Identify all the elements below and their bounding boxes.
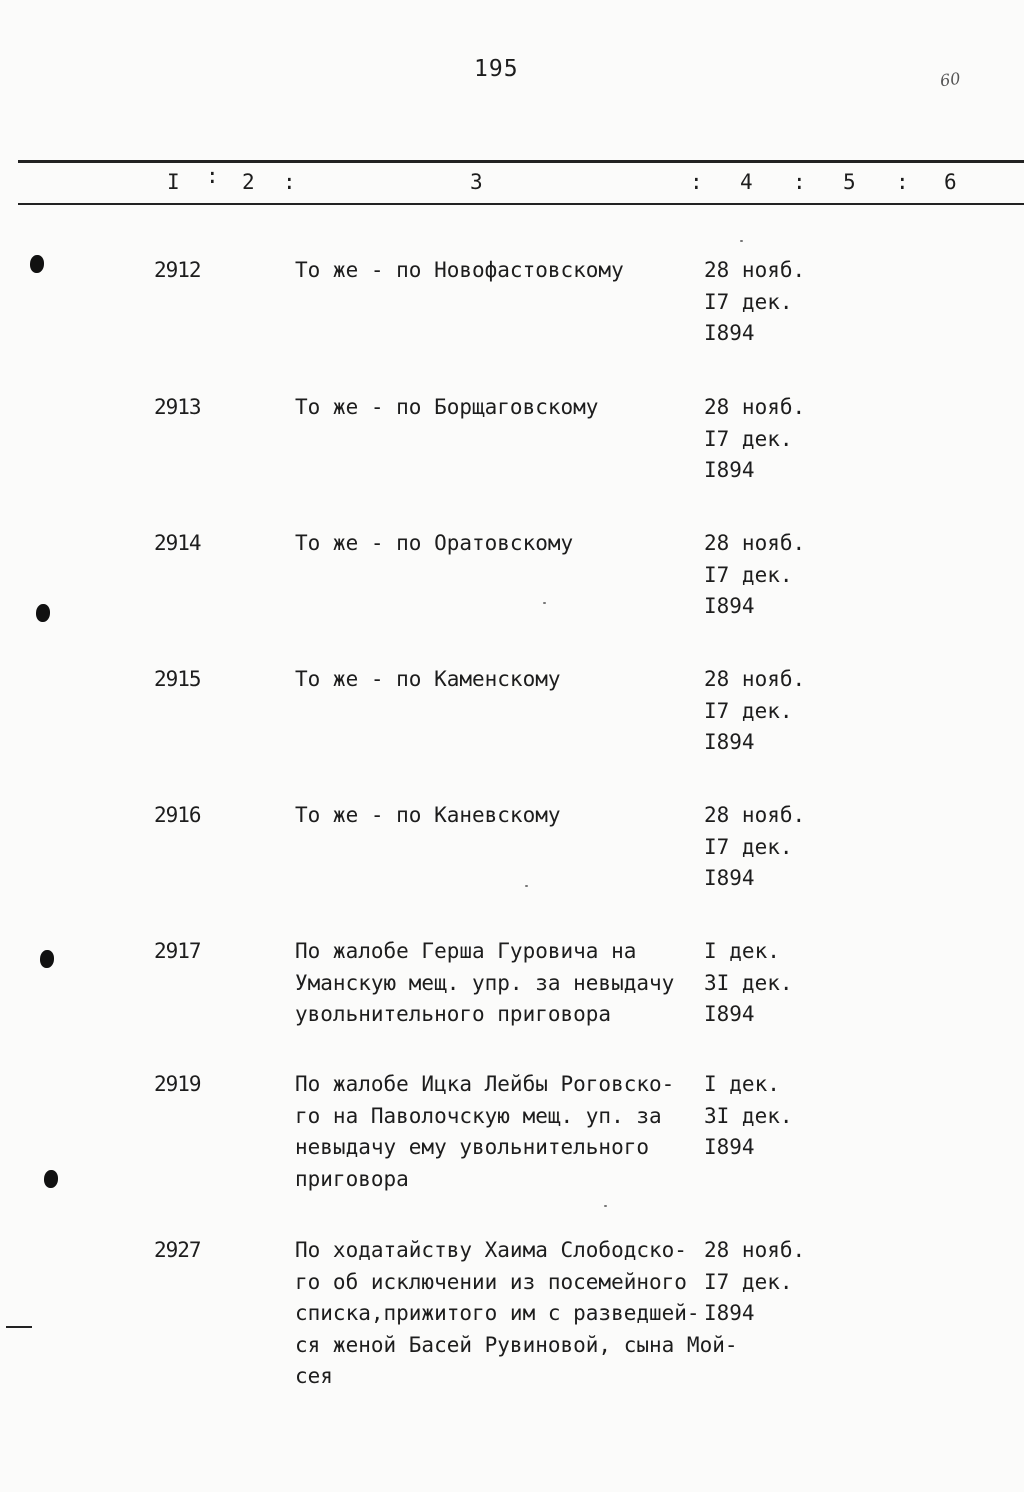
entry-description: То же - по Каневскому xyxy=(295,803,561,827)
column-separator: : xyxy=(690,170,703,194)
entry-dates: I дек. 3I дек. I894 xyxy=(704,939,793,1026)
entry-dates: I дек. 3I дек. I894 xyxy=(704,1072,793,1159)
entry-description: То же - по Новофастовскому xyxy=(295,258,624,282)
entry-number: 2912 xyxy=(154,258,201,282)
corner-handwritten-mark: 60 xyxy=(938,68,962,91)
entry-number: 2913 xyxy=(154,395,201,419)
binding-hole-mark xyxy=(40,950,54,968)
column-header-2: 2 xyxy=(242,170,255,194)
column-separator: : xyxy=(896,170,909,194)
column-header-5: 5 xyxy=(843,170,856,194)
paper-speck xyxy=(525,885,528,887)
entry-description: То же - по Каменскому xyxy=(295,667,561,691)
binding-hole-mark xyxy=(44,1170,58,1188)
paper-speck xyxy=(543,602,546,604)
entry-description: То же - по Борщаговскому xyxy=(295,395,599,419)
margin-dash-mark xyxy=(6,1326,32,1328)
column-separator: : xyxy=(206,164,219,188)
entry-dates: 28 нояб. I7 дек. I894 xyxy=(704,803,806,890)
column-header-4: 4 xyxy=(740,170,753,194)
entry-description: То же - по Оратовскому xyxy=(295,531,574,555)
paper-speck xyxy=(740,240,743,242)
entry-dates: 28 нояб. I7 дек. I894 xyxy=(704,395,806,482)
entry-dates: 28 нояб. I7 дек. I894 xyxy=(704,531,806,618)
entry-dates: 28 нояб. I7 дек. I894 xyxy=(704,258,806,345)
page-number: 195 xyxy=(474,56,519,82)
binding-hole-mark xyxy=(30,255,44,273)
entry-number: 2919 xyxy=(154,1072,201,1096)
entry-dates: 28 нояб. I7 дек. I894 xyxy=(704,1238,806,1325)
entry-number: 2916 xyxy=(154,803,201,827)
entry-description: По жалобе Герша Гуровича на Уманскую мещ. упр. за невыдачу увольнительного приговора xyxy=(295,939,675,1026)
binding-hole-mark xyxy=(36,604,50,622)
entry-description: По ходатайству Хаима Слободско- го об исключении из посемейного списка,прижитого им с разведшей- ся женой Басей Рувиновой, сына Мой- сея xyxy=(295,1238,738,1388)
column-header-1: I xyxy=(167,170,180,194)
entry-description: По жалобе Ицка Лейбы Роговско- го на Паволочскую мещ. уп. за невыдачу ему увольнительного приговора xyxy=(295,1072,675,1191)
paper-speck xyxy=(604,1205,607,1207)
entry-number: 2915 xyxy=(154,667,201,691)
entry-number: 2914 xyxy=(154,531,201,555)
entry-dates: 28 нояб. I7 дек. I894 xyxy=(704,667,806,754)
entry-number: 2927 xyxy=(154,1238,201,1262)
column-separator: : xyxy=(793,170,806,194)
column-header-6: 6 xyxy=(944,170,957,194)
entry-number: 2917 xyxy=(154,939,201,963)
column-header-3: 3 xyxy=(470,170,483,194)
column-separator: : xyxy=(283,170,296,194)
